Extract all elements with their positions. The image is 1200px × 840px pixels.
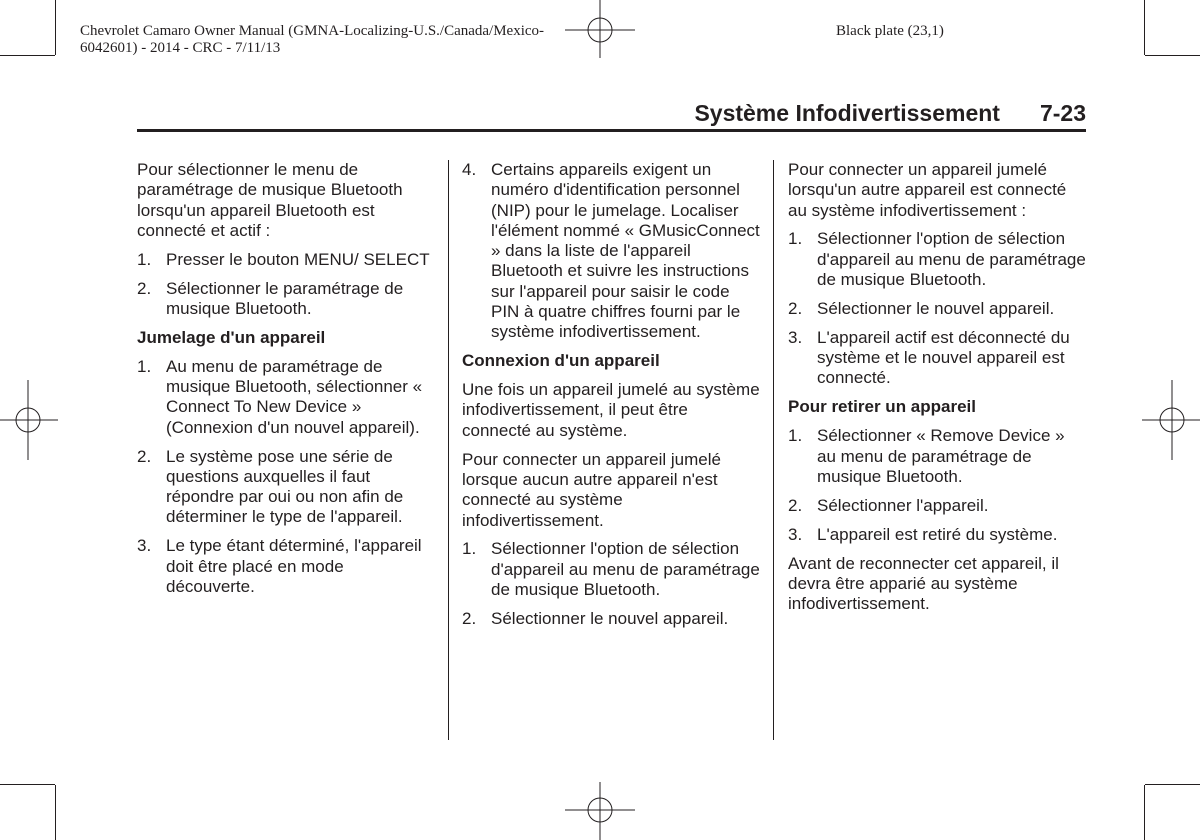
list-item [462,539,760,600]
registration-mark-icon [565,0,635,60]
list-number: 1. [788,426,803,446]
manual-meta-line2: 6042601) - 2014 - CRC - 7/11/13 [80,40,281,56]
column-divider [448,160,449,740]
list-text: Au menu de paramétrage de musique Bluetooth, sélectionner « Connect To New Device » (Connexion d'un nouvel appareil). [166,356,423,437]
subheading: Connexion d'un appareil [462,351,660,371]
manual-meta-line1: Chevrolet Camaro Owner Manual (GMNA-Localizing-U.S./Canada/Mexico- [80,23,545,39]
list-item [788,426,1086,487]
list-text: Sélectionner le nouvel appareil. [491,608,729,628]
crop-mark [1145,55,1200,56]
list-number: 2. [788,495,803,515]
list-text: Sélectionner l'option de sélection d'appareil au menu de paramétrage de musique Bluetooth. [491,539,760,600]
list-text: Le type étant déterminé, l'appareil doit être placé en mode découverte. [166,536,422,596]
list-text: Le système pose une série de questions auxquelles il faut répondre par oui ou non afin de déterminer le type de l'appareil. [166,446,404,527]
list-text: Sélectionner l'option de sélection d'appareil au menu de paramétrage de musique Bluetooth. [817,229,1086,290]
column-divider [773,160,774,740]
list-number: 2. [137,278,152,298]
registration-mark-icon [565,782,635,840]
crop-mark [1144,785,1145,840]
column-3 [788,160,1086,623]
list-text: Presser le bouton MENU/ SELECT [166,249,430,269]
list-item [137,279,435,320]
list-text: L'appareil actif est déconnecté du système et le nouvel appareil est connecté. [817,327,1070,388]
list-item [137,250,435,270]
list-number: 1. [137,356,152,376]
column-2 [462,160,760,638]
list-number: 3. [137,536,152,556]
list-item [137,536,435,597]
list-number: 1. [788,229,803,249]
list-item [788,496,1086,516]
list-number: 3. [788,524,803,544]
subheading: Jumelage d'un appareil [137,327,326,347]
plate-label: Black plate (23,1) [836,23,944,39]
list-item [788,328,1086,389]
crop-mark [55,785,56,840]
list-item [137,447,435,528]
crop-mark [55,0,56,55]
list-item [788,299,1086,319]
list-text: Sélectionner le nouvel appareil. [817,298,1055,318]
crop-mark [0,55,55,56]
list-text: Sélectionner « Remove Device » au menu de paramétrage de musique Bluetooth. [817,426,1065,486]
list-text: Sélectionner le paramétrage de musique Bluetooth. [166,278,404,318]
crop-mark [0,784,55,785]
list-text: Sélectionner l'appareil. [817,495,989,515]
column-1 [137,160,435,606]
section-title: Système Infodivertissement [694,100,1000,126]
paragraph: Pour connecter un appareil jumelé lorsque aucun autre appareil n'est connecté au système infodivertissement. [462,449,721,530]
list-number: 2. [788,298,803,318]
list-item [788,229,1086,290]
subheading: Pour retirer un appareil [788,397,976,417]
header-rule [137,129,1086,132]
paragraph: Avant de reconnecter cet appareil, il devra être apparié au système infodivertissement. [788,553,1059,614]
list-number: 2. [137,446,152,466]
list-number: 4. [462,160,477,179]
registration-mark-icon [0,380,60,460]
crop-mark [1144,0,1145,55]
list-text: L'appareil est retiré du système. [817,524,1058,544]
paragraph: Pour sélectionner le menu de paramétrage de musique Bluetooth lorsqu'un appareil Bluetooth est connecté et actif : [137,160,403,240]
list-number: 2. [462,608,477,628]
list-item [788,525,1086,545]
page-header [137,100,1086,130]
list-number: 3. [788,327,803,347]
registration-mark-icon [1140,380,1200,460]
list-number: 1. [137,249,152,269]
list-text: Certains appareils exigent un numéro d'identification personnel (NIP) pour le jumelage. Localiser l'élément nommé « GMusicConnect » dans la liste de l'appareil Bluetooth et suivre les instructions sur l'appareil pour saisir le code PIN à quatre chiffres fourni par le système infodivertissement. [491,160,760,342]
list-item [462,609,760,629]
list-item [462,160,760,343]
list-number: 1. [462,539,477,559]
paragraph: Pour connecter un appareil jumelé lorsqu'un autre appareil est connecté au système infodivertissement : [788,160,1067,220]
page-number: 7-23 [1039,100,1086,126]
paragraph: Une fois un appareil jumelé au système infodivertissement, il peut être connecté au système. [462,380,760,440]
list-item [137,357,435,438]
crop-mark [1145,784,1200,785]
